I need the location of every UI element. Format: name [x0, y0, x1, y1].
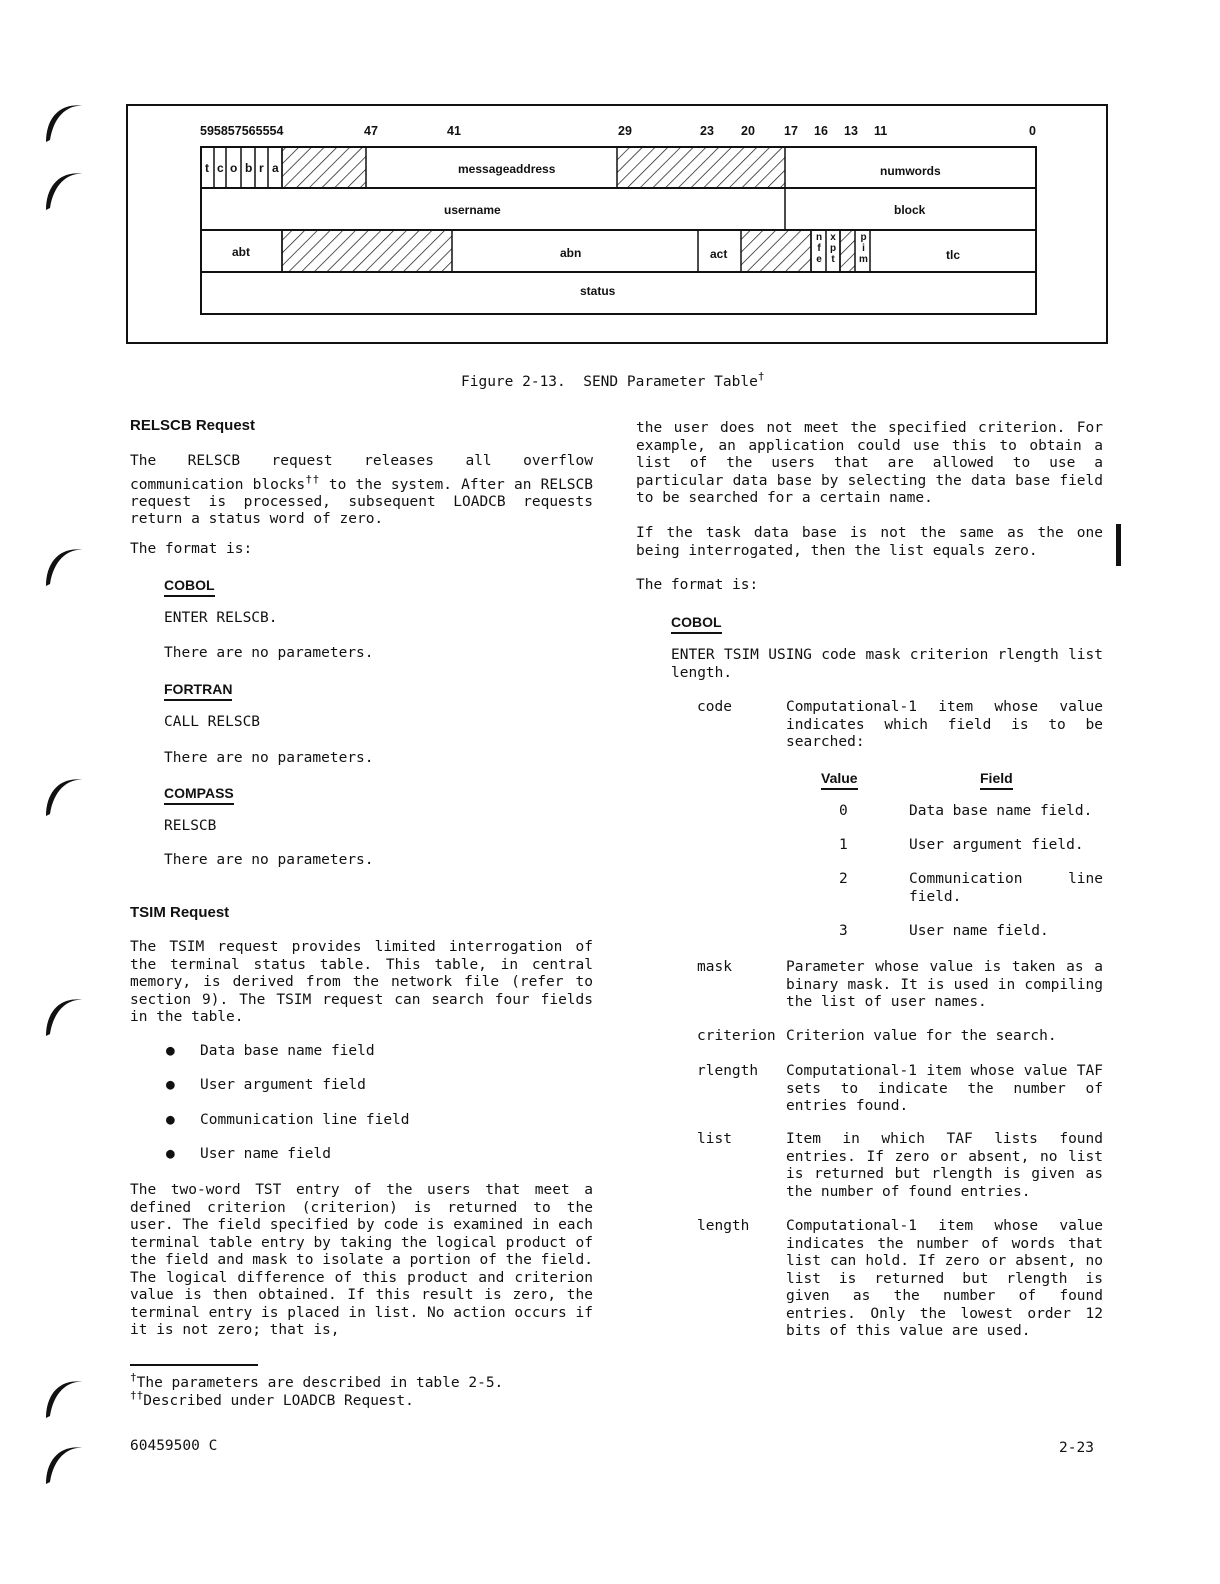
- flag-bit-t: t: [205, 161, 209, 175]
- tsim-paragraph: The TSIM request provides limited interrogation of the terminal status table. This table, in central memory, is derived from the network file (refer to section 9). The TSIM request can search four fields in the table.: [130, 939, 593, 1025]
- flag-bit-c: c: [217, 161, 224, 175]
- list-item: ● Data base name field: [166, 1043, 375, 1059]
- binder-mark-icon: [40, 540, 88, 588]
- field-messageaddress: messageaddress: [458, 162, 556, 176]
- field-tlc: tlc: [946, 248, 961, 262]
- table-cell: User name field.: [909, 923, 1049, 939]
- bits-nfe: n f e: [815, 232, 823, 265]
- compass-statement: RELSCB: [164, 818, 217, 834]
- bit-label: 17: [784, 124, 798, 138]
- task-data-base-paragraph: If the task data base is not the same as the one being interrogated, then the list equals zero.: [636, 525, 1103, 559]
- value-column-header: Value: [821, 768, 858, 790]
- bit-label: 595857565554: [200, 124, 284, 138]
- footnote-rule: [130, 1364, 258, 1366]
- tsim-cobol-statement: ENTER TSIM USING code mask criterion rlength list length.: [671, 647, 1103, 681]
- param-name: criterion: [697, 1028, 776, 1044]
- bits-xpt: x p t: [829, 232, 837, 265]
- binder-mark-icon: [40, 990, 88, 1038]
- compass-label: COMPASS: [164, 783, 234, 805]
- no-parameters-text: There are no parameters.: [164, 645, 374, 661]
- bit-label: 0: [1029, 124, 1036, 138]
- fortran-statement: CALL RELSCB: [164, 714, 261, 730]
- binder-mark-icon: [40, 770, 88, 818]
- table-cell: Data base name field.: [909, 803, 1093, 819]
- bit-label: 23: [700, 124, 714, 138]
- footnote: ††Described under LOADCB Request.: [130, 1389, 414, 1409]
- field-act: act: [710, 247, 728, 261]
- flag-bit-a: a: [272, 161, 279, 175]
- fortran-label: FORTRAN: [164, 679, 232, 701]
- table-cell: Communication line field.: [909, 871, 1103, 905]
- table-cell: 0: [839, 803, 848, 819]
- tsim-heading: TSIM Request: [130, 904, 230, 921]
- param-description: Parameter whose value is taken as a binary mask. It is used in compiling the list of user names.: [786, 959, 1103, 1010]
- relscb-paragraph: The RELSCB request releases all overflow communication blocks†† to the system. After an RELSCB request is processed, subsequent LOADCB requests return a status word of zero.: [130, 453, 593, 528]
- param-description: Computational-1 item whose value indicates which field is to be searched:: [786, 699, 1103, 750]
- field-username: username: [444, 203, 501, 217]
- param-description: Computational-1 item whose value TAF sets to indicate the number of entries found.: [786, 1063, 1103, 1114]
- no-parameters-text: There are no parameters.: [164, 852, 374, 868]
- figure-caption: Figure 2-13. SEND Parameter Table†: [461, 370, 765, 390]
- param-description: Item in which TAF lists found entries. If zero or absent, no list is returned but rlength is given as the number of found entries.: [786, 1131, 1103, 1200]
- bits-pim: p i m: [859, 232, 868, 265]
- table-cell: 1: [839, 837, 848, 853]
- field-column-header: Field: [980, 768, 1013, 790]
- bit-label: 13: [844, 124, 858, 138]
- flag-bit-o: o: [230, 161, 238, 175]
- footnote: †The parameters are described in table 2-5.: [130, 1371, 504, 1391]
- table-cell: User argument field.: [909, 837, 1084, 853]
- parameter-table-diagram: [0, 0, 1220, 360]
- param-name: list: [697, 1131, 732, 1147]
- page-number: 2-23: [1059, 1440, 1094, 1456]
- binder-mark-icon: [40, 1372, 88, 1420]
- table-cell: 3: [839, 923, 848, 939]
- flag-bit-b: b: [245, 161, 253, 175]
- bit-label: 47: [364, 124, 378, 138]
- continued-paragraph: the user does not meet the specified criterion. For example, an application could use this to obtain a list of the users that are allowed to use a particular data base by selecting the data base field to be searched for a certain name.: [636, 420, 1103, 506]
- change-bar: [1116, 524, 1121, 566]
- relscb-heading: RELSCB Request: [130, 417, 256, 434]
- format-intro: The format is:: [636, 577, 759, 593]
- list-item: ● Communication line field: [166, 1112, 410, 1128]
- no-parameters-text: There are no parameters.: [164, 750, 374, 766]
- tst-paragraph: The two-word TST entry of the users that meet a defined criterion (criterion) is returned to the user. The field specified by code is examined in each terminal table entry by taking the logical product of the field and mask to isolate a portion of the field. The logical difference of this product and criterion value is then obtained. If this result is zero, the terminal entry is placed in list. No action occurs if it is not zero; that is,: [130, 1182, 593, 1338]
- bit-label: 20: [741, 124, 755, 138]
- table-cell: 2: [839, 871, 848, 887]
- cobol-label: COBOL: [671, 612, 722, 634]
- param-description: Criterion value for the search.: [786, 1028, 1057, 1044]
- list-item: ● User name field: [166, 1146, 331, 1162]
- bit-label: 41: [447, 124, 461, 138]
- field-status: status: [580, 284, 616, 298]
- format-intro: The format is:: [130, 541, 253, 557]
- param-name: code: [697, 699, 732, 715]
- list-item: ● User argument field: [166, 1077, 366, 1093]
- bit-label: 11: [874, 124, 888, 138]
- param-name: mask: [697, 959, 732, 975]
- cobol-label: COBOL: [164, 575, 215, 597]
- field-numwords: numwords: [880, 164, 941, 178]
- bit-label: 29: [618, 124, 632, 138]
- field-abt: abt: [232, 245, 250, 259]
- field-block: block: [894, 203, 926, 217]
- param-description: Computational-1 item whose value indicates the number of words that list can hold. If zero or absent, no list is returned but rlength is given as the number of found entries. Only the lowest order 12 bits of this value are used.: [786, 1218, 1103, 1339]
- param-name: length: [697, 1218, 750, 1234]
- document-number: 60459500 C: [130, 1438, 218, 1454]
- field-abn: abn: [560, 246, 582, 260]
- binder-mark-icon: [40, 1438, 88, 1486]
- param-name: rlength: [697, 1063, 759, 1079]
- cobol-statement: ENTER RELSCB.: [164, 610, 278, 626]
- flag-bit-r: r: [259, 161, 264, 175]
- bit-label: 16: [814, 124, 828, 138]
